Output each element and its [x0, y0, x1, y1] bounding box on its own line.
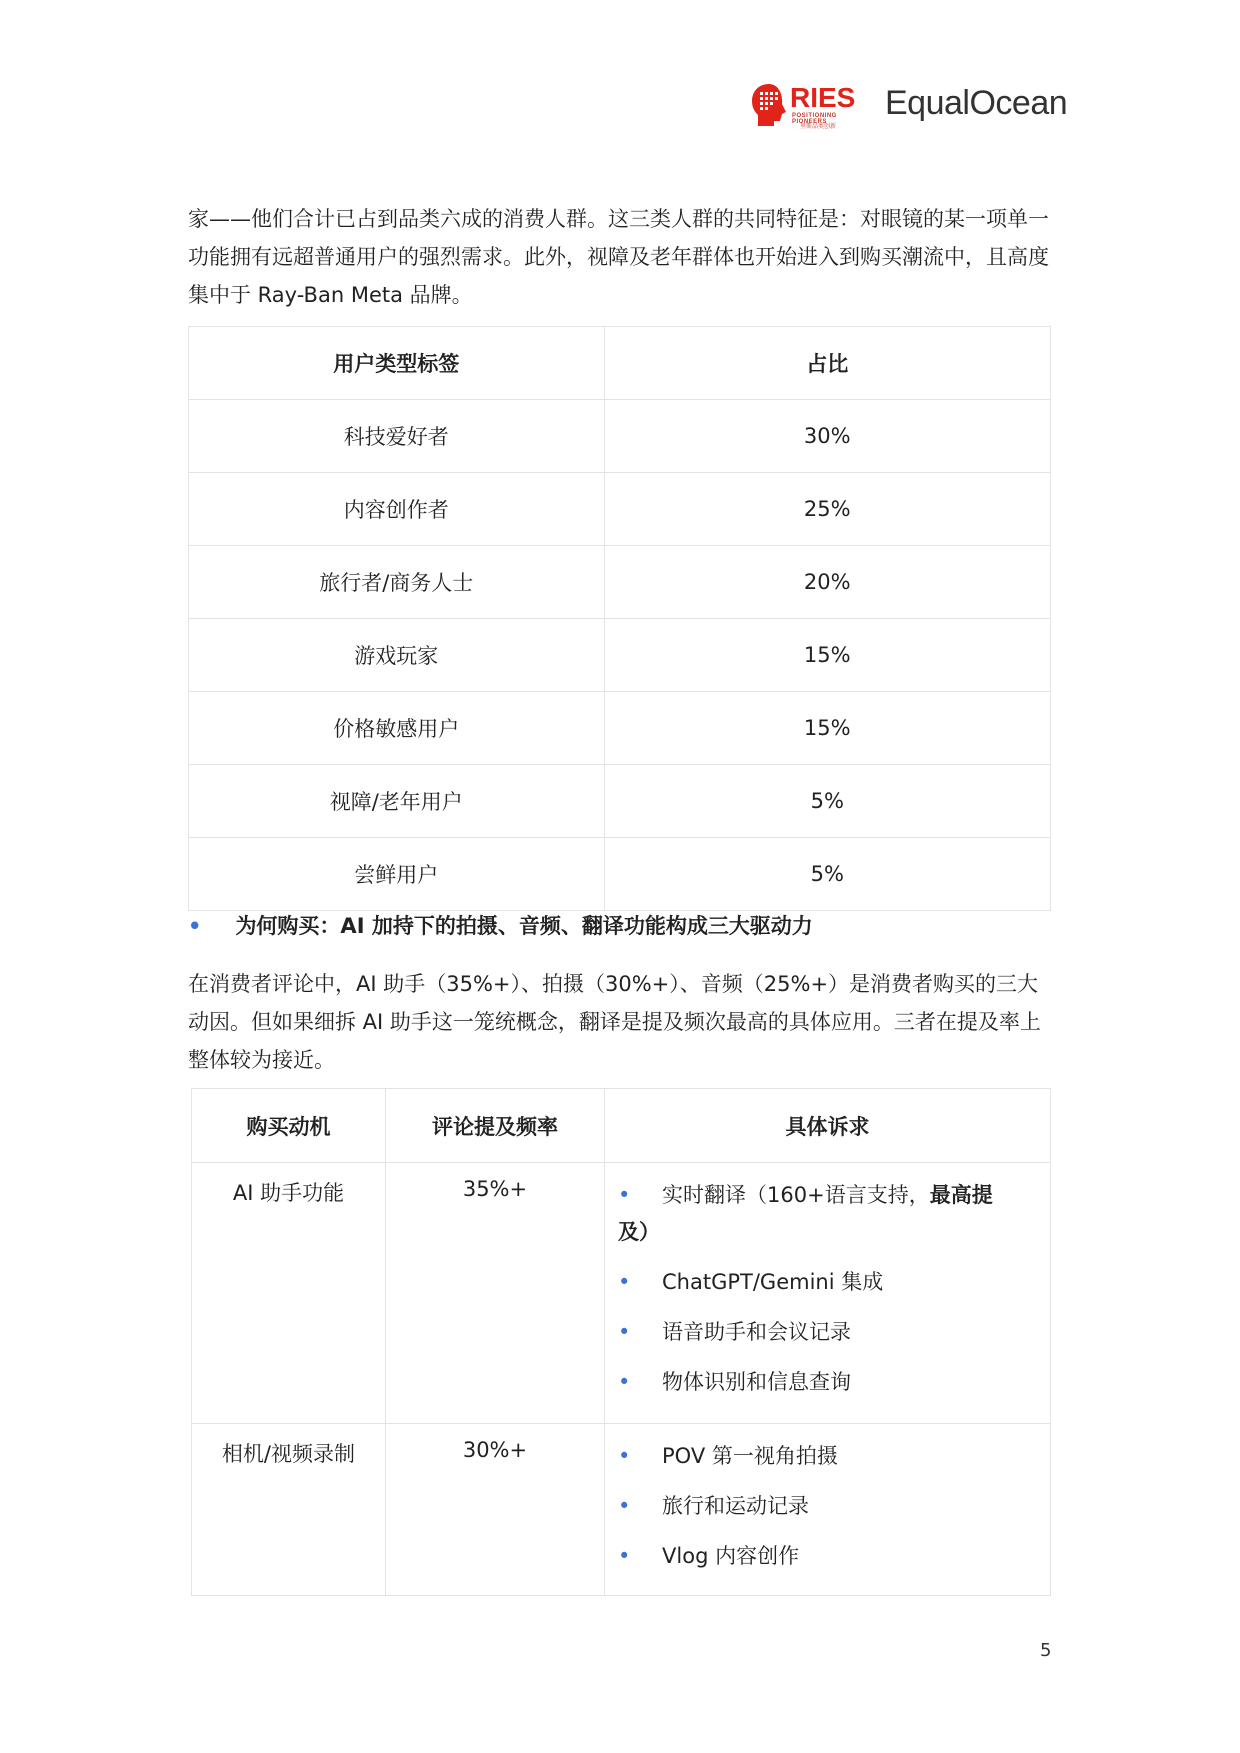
- ries-logo: [750, 80, 870, 130]
- needs-cell: [605, 1163, 1051, 1424]
- table-row: [189, 473, 1051, 546]
- list-item: [618, 1364, 1029, 1401]
- column-header-motive: 购买动机: [192, 1089, 386, 1163]
- bullet-icon: •: [618, 1444, 631, 1468]
- header-logos: [750, 80, 1070, 130]
- bullet-icon: •: [618, 1370, 631, 1394]
- table-header-row: [189, 327, 1051, 400]
- table-row: [189, 838, 1051, 911]
- need-text: 旅行和运动记录: [662, 1494, 810, 1518]
- ries-logo-subtitle: POSITIONING PIONEERS: [792, 113, 837, 125]
- section-paragraph: 在消费者评论中，AI 助手（35%+）、拍摄（30%+）、音频（25%+）是消费者购买的三大动因。但如果细拆 AI 助手这一笼统概念，翻译是提及频次最高的具体应用。三者在提及率上整体较为接近。: [188, 972, 1041, 1072]
- needs-cell: [605, 1424, 1051, 1596]
- ries-logo-text: RIES: [790, 82, 856, 113]
- need-text: POV 第一视角拍摄: [662, 1444, 838, 1468]
- user-type-cell: 游戏玩家: [189, 619, 605, 692]
- table-row: [189, 400, 1051, 473]
- list-item: [618, 1177, 1029, 1251]
- table-row: [189, 692, 1051, 765]
- share-cell: 25%: [604, 473, 1051, 546]
- user-type-cell: 内容创作者: [189, 473, 605, 546]
- list-item: [618, 1438, 1029, 1475]
- bullet-icon: •: [618, 1494, 631, 1518]
- motive-cell: 相机/视频录制: [192, 1424, 386, 1596]
- need-text: 语音助手和会议记录: [662, 1320, 852, 1344]
- need-tail: ）: [639, 1220, 661, 1244]
- user-type-cell: 价格敏感用户: [189, 692, 605, 765]
- bullet-icon: •: [618, 1320, 631, 1344]
- column-header-share: 占比: [604, 327, 1051, 400]
- frequency-cell: 30%+: [385, 1424, 604, 1596]
- share-cell: 5%: [604, 838, 1051, 911]
- purchase-motive-table: [191, 1088, 1051, 1596]
- ries-logo-cn: 里斯品类创新: [800, 123, 837, 130]
- table-header-row: [192, 1089, 1051, 1163]
- user-type-cell: 科技爱好者: [189, 400, 605, 473]
- share-cell: 30%: [604, 400, 1051, 473]
- table-row: [192, 1163, 1051, 1424]
- share-cell: 5%: [604, 765, 1051, 838]
- bullet-icon: •: [618, 1270, 631, 1294]
- list-item: [618, 1488, 1029, 1525]
- share-cell: 15%: [604, 692, 1051, 765]
- list-item: [618, 1264, 1029, 1301]
- table-row: [189, 765, 1051, 838]
- bullet-icon: •: [618, 1544, 631, 1568]
- intro-paragraph: 家——他们合计已占到品类六成的消费人群。这三类人群的共同特征是：对眼镜的某一项单一功能拥有远超普通用户的强烈需求。此外，视障及老年群体也开始进入到购买潮流中，且高度集中于 Ray-Ban Meta 品牌。: [188, 207, 1049, 307]
- user-type-table: [188, 326, 1051, 911]
- bullet-icon: •: [188, 914, 202, 938]
- section-heading: [188, 910, 813, 940]
- ries-head-icon: [750, 82, 788, 128]
- list-item: [618, 1538, 1029, 1575]
- table-row: [189, 546, 1051, 619]
- need-text: 物体识别和信息查询: [662, 1370, 852, 1394]
- needs-list: [606, 1177, 1049, 1401]
- column-header-user-type: 用户类型标签: [189, 327, 605, 400]
- table-row: [189, 619, 1051, 692]
- list-item: [618, 1314, 1029, 1351]
- equalocean-logo: EqualOcean: [885, 84, 1068, 122]
- user-type-cell: 旅行者/商务人士: [189, 546, 605, 619]
- column-header-needs: 具体诉求: [605, 1089, 1051, 1163]
- section-heading-text: 为何购买：AI 加持下的拍摄、音频、翻译功能构成三大驱动力: [235, 914, 813, 938]
- share-cell: 20%: [604, 546, 1051, 619]
- share-cell: 15%: [604, 619, 1051, 692]
- user-type-cell: 尝鲜用户: [189, 838, 605, 911]
- frequency-cell: 35%+: [385, 1163, 604, 1424]
- bullet-icon: •: [618, 1183, 631, 1207]
- motive-cell: AI 助手功能: [192, 1163, 386, 1424]
- column-header-frequency: 评论提及频率: [385, 1089, 604, 1163]
- need-text: Vlog 内容创作: [662, 1544, 800, 1568]
- table-row: [192, 1424, 1051, 1596]
- need-emphasis: 最高提及: [618, 1183, 993, 1244]
- need-text: ChatGPT/Gemini 集成: [662, 1270, 884, 1294]
- needs-list: [606, 1438, 1049, 1575]
- need-text: 实时翻译（160+语言支持，: [662, 1183, 930, 1207]
- page-number: 5: [1040, 1640, 1052, 1661]
- user-type-cell: 视障/老年用户: [189, 765, 605, 838]
